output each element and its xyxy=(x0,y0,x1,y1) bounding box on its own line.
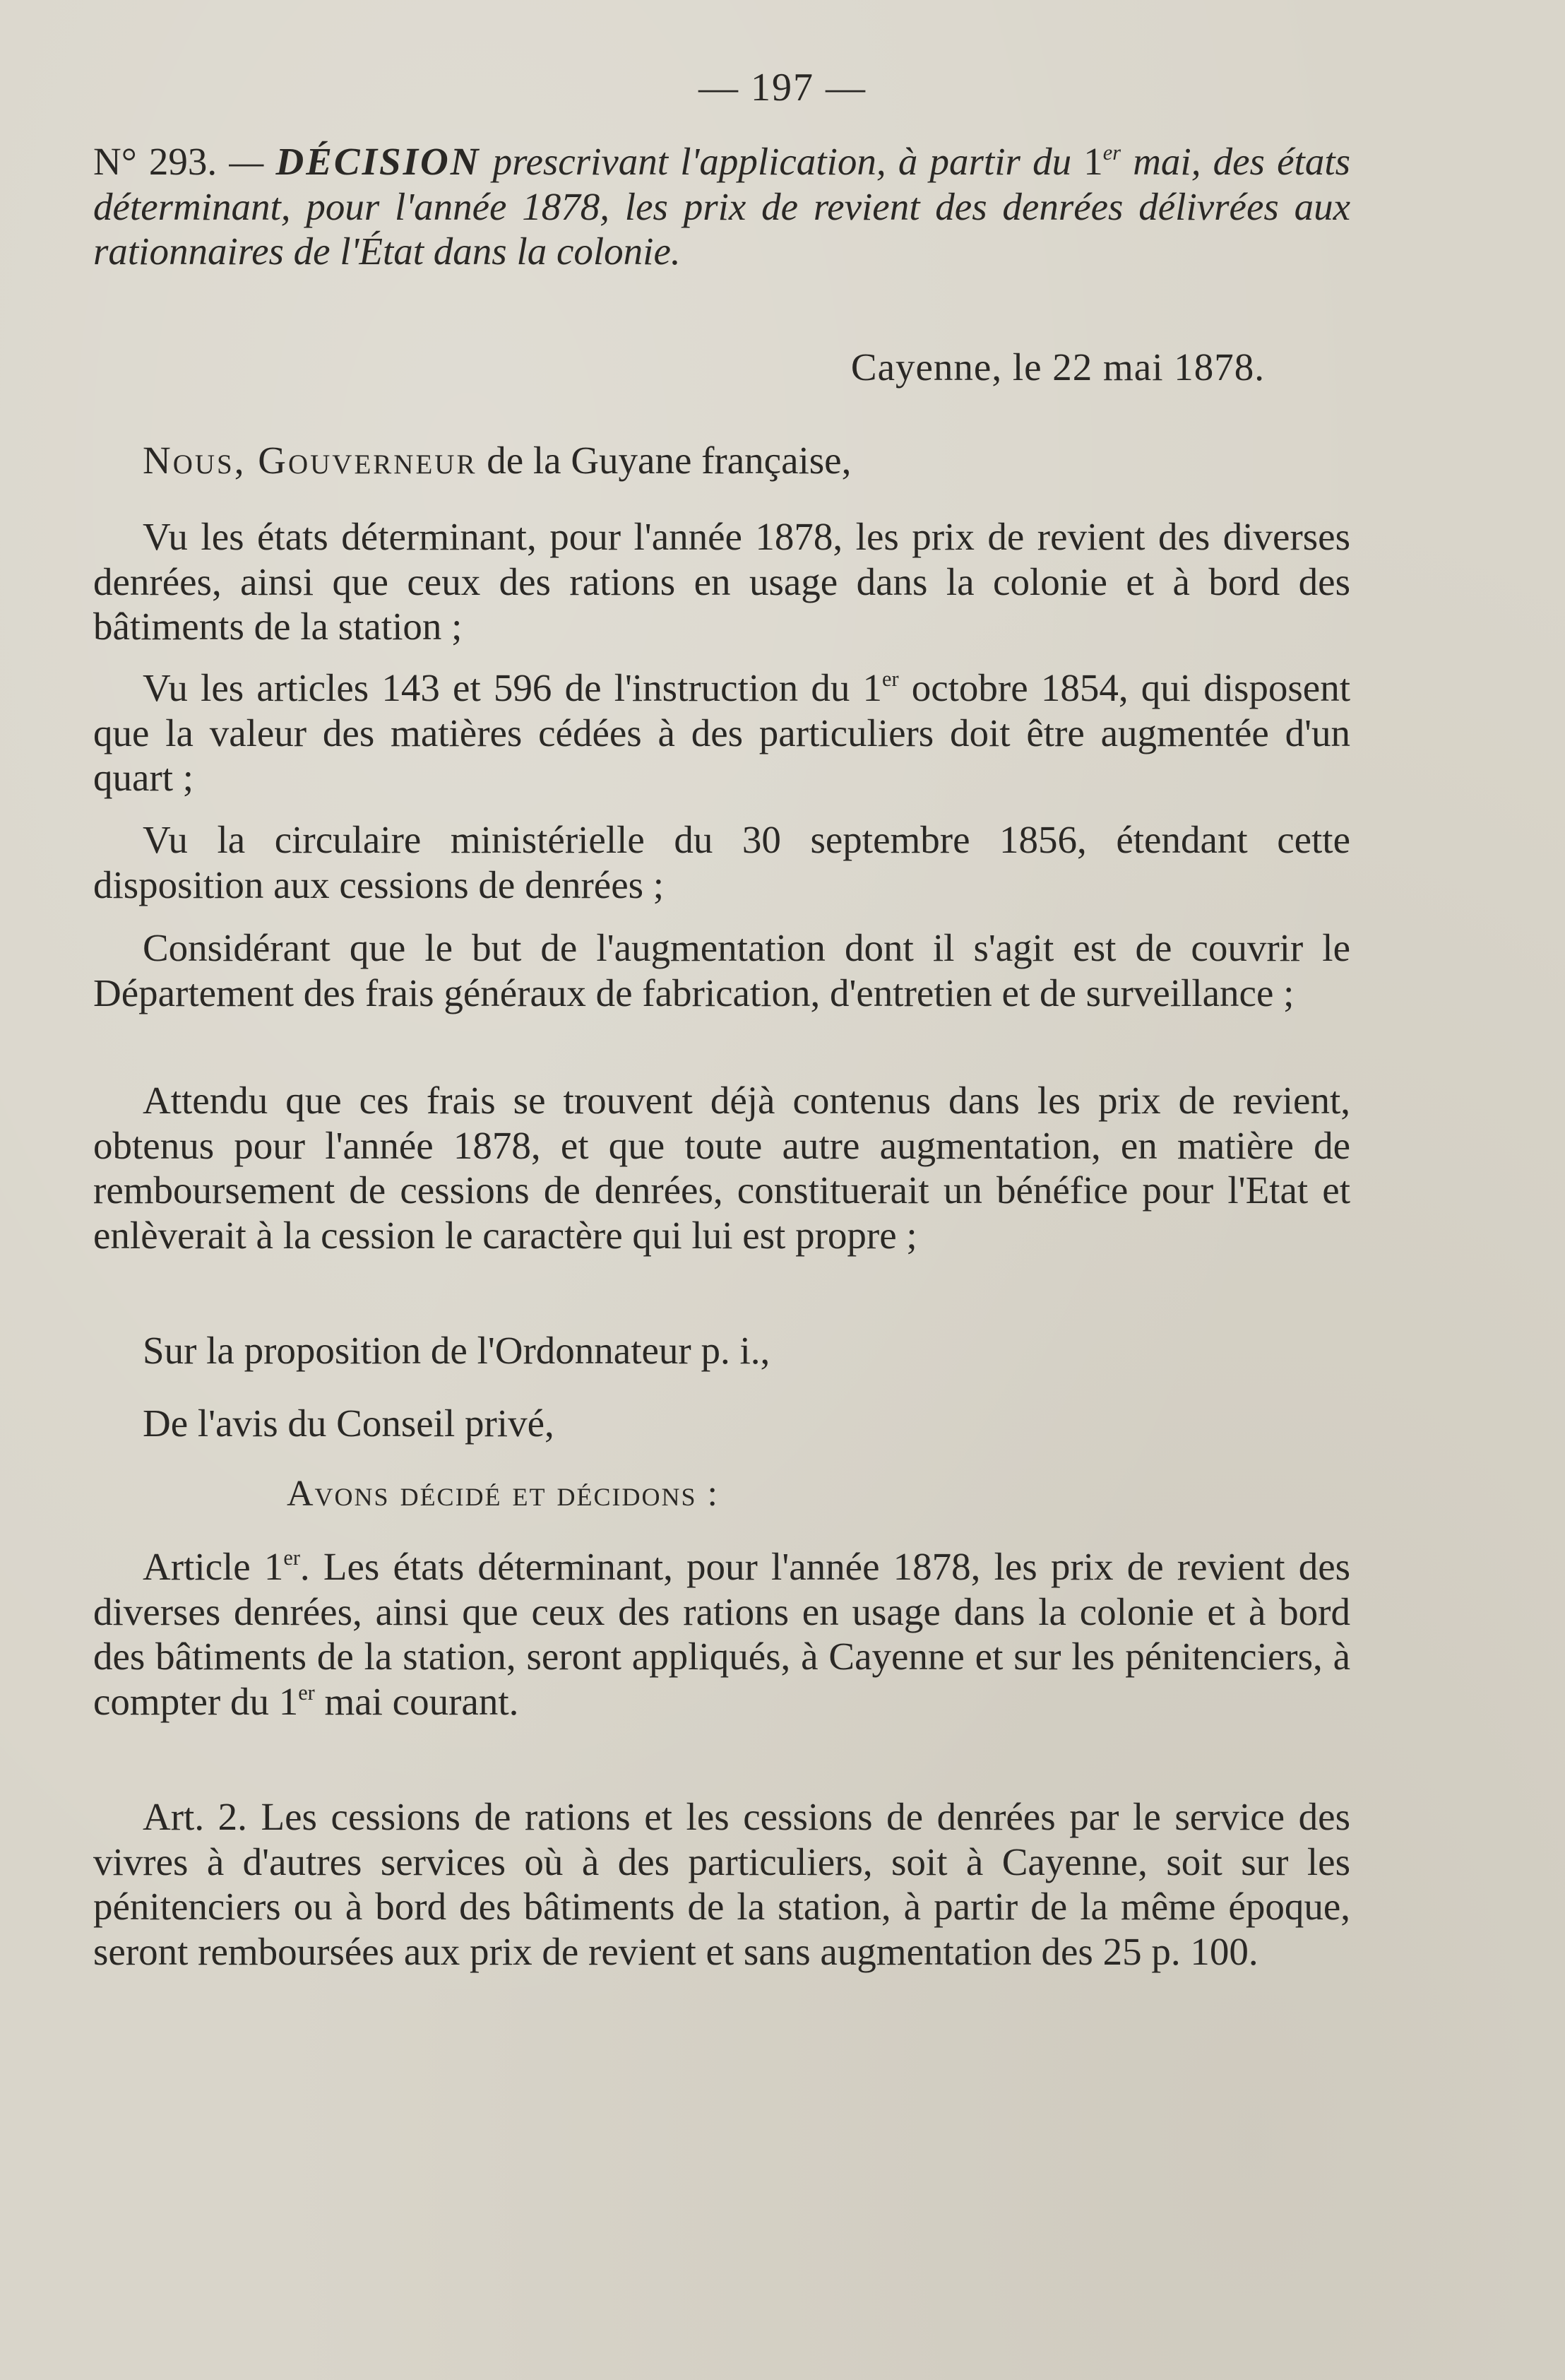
nous-gouverneur-line xyxy=(93,438,1350,483)
article-1-text-end: mai courant. xyxy=(314,1679,519,1723)
nous-word: Nous, xyxy=(143,439,258,482)
header-text-b: mai, des états déterminant, pour l'année 1878, les prix de revient des denrées délivrées aux rationnaires de l'État dans la colonie. xyxy=(93,140,1351,273)
header-ordinal-sup: er xyxy=(1102,140,1121,165)
gouverneur-title: Gouverneur xyxy=(258,439,477,482)
vu-articles-text-b: octobre 1854, qui disposent que la valeur des matières cédées à des particuliers doit être augmentée d'un quart ; xyxy=(93,666,1351,799)
vu-articles-sup: er xyxy=(882,666,899,691)
article-1-text: . Les états déterminant, pour l'année 1878, les prix de revient des diverses denrées, ainsi que ceux des rations en usage dans la colonie et à bord des bâtiments de la station, seront appliqués, à Cayenne et sur les pénitenciers, à compter du 1 xyxy=(93,1545,1351,1723)
decision-header xyxy=(93,139,1350,274)
paragraph-vu-etats: Vu les états déterminant, pour l'année 1878, les prix de revient des diverses denrées, ainsi que ceux des rations en usage dans la colonie et à bord des bâtiments de la station ; xyxy=(93,515,1350,648)
article-1 xyxy=(93,1544,1350,1724)
article-2: Art. 2. Les cessions de rations et les cessions de denrées par le service des vivres à d'autres services où à des particuliers, soit à Cayenne, soit sur les pénitenciers ou à bord des bâtiments de la station, à partir de la même époque, seront remboursées aux prix de revient et sans augmentation des 25 p. 100. xyxy=(93,1795,1350,1973)
nous-rest: de la Guyane française, xyxy=(477,439,852,482)
article-1-label: Article 1 xyxy=(143,1545,284,1588)
decision-number: N° 293. xyxy=(93,140,218,183)
article-1-sup-2: er xyxy=(298,1680,315,1705)
header-text-a: prescrivant l'application, à partir du xyxy=(492,140,1072,183)
paragraph-considerant: Considérant que le but de l'augmentation dont il s'agit est de couvrir le Département des frais généraux de fabrication, d'entretien et de surveillance ; xyxy=(93,926,1350,1014)
paragraph-vu-circulaire: Vu la circulaire ministérielle du 30 septembre 1856, étendant cette disposition aux cessions de denrées ; xyxy=(93,818,1350,906)
paragraph-avis: De l'avis du Conseil privé, xyxy=(143,1402,554,1445)
article-1-sup: er xyxy=(283,1545,300,1570)
avons-decide-heading: Avons décidé et décidons : xyxy=(287,1474,719,1514)
date-line: Cayenne, le 22 mai 1878. xyxy=(850,345,1265,389)
paragraph-vu-articles xyxy=(93,665,1350,800)
decision-word: DÉCISION xyxy=(275,140,481,183)
vu-articles-text-a: Vu les articles 143 et 596 de l'instruction du 1 xyxy=(143,666,883,709)
header-dash: — xyxy=(229,140,264,183)
paragraph-attendu: Attendu que ces frais se trouvent déjà contenus dans les prix de revient, obtenus pour l'année 1878, et que toute autre augmentation, en matière de remboursement de cessions de denrées, constituerait un bénéfice pour l'Etat et enlèverait à la cession le caractère qui lui est propre ; xyxy=(93,1079,1350,1257)
header-ordinal: 1 xyxy=(1083,140,1103,183)
page-number: — 197 — xyxy=(698,66,867,109)
paragraph-proposition: Sur la proposition de l'Ordonnateur p. i., xyxy=(143,1329,770,1372)
